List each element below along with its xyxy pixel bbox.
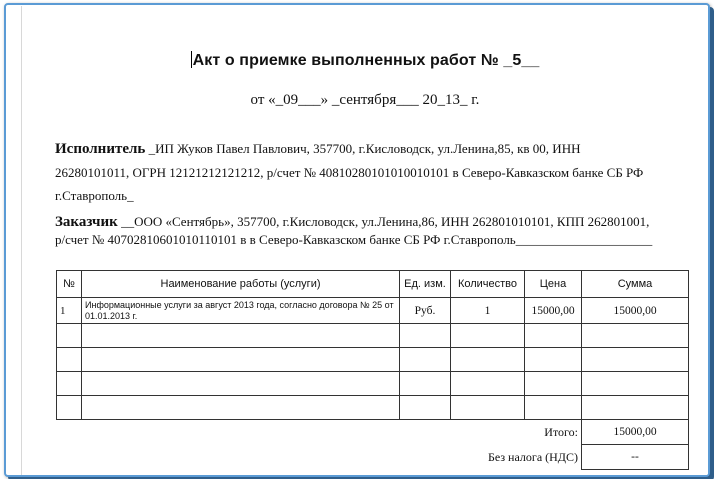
table-row-empty	[57, 372, 689, 396]
table-row-empty	[57, 348, 689, 372]
text-cursor	[191, 51, 192, 68]
works-table	[56, 270, 689, 470]
executor-line-3: г.Ставрополь_	[55, 188, 134, 203]
total-label: Итого:	[544, 424, 578, 439]
document-frame	[4, 3, 710, 477]
table-row-empty	[57, 324, 689, 348]
header-unit: Ед. изм.	[400, 271, 451, 298]
table-row-empty	[57, 396, 689, 420]
document-title: Акт о приемке выполненных работ № _5__	[192, 52, 540, 69]
executor-line-1: _ИП Жуков Павел Павлович, 357700, г.Кисловодск, ул.Ленина,85, кв 00, ИНН	[148, 141, 581, 156]
customer-block	[55, 213, 695, 249]
row-number: 1	[57, 298, 82, 324]
header-price: Цена	[525, 271, 582, 298]
header-work-name: Наименование работы (услуги)	[82, 271, 400, 298]
vat-label: Без налога (НДС)	[487, 449, 578, 464]
customer-label: Заказчик	[55, 214, 118, 230]
customer-line-1: __ООО «Сентябрь», 357700, г.Кисловодск, ул.Ленина,86, ИНН 262801010101, КПП 262801001,	[121, 214, 650, 229]
row-work-name: Информационные услуги за август 2013 года, согласно договора № 25 от 01.01.2013 г.	[82, 298, 400, 324]
header-number: №	[57, 271, 82, 298]
document-page	[21, 6, 708, 475]
row-quantity: 1	[451, 298, 525, 324]
row-sum: 15000,00	[582, 298, 689, 324]
executor-label: Исполнитель	[55, 141, 146, 157]
header-sum: Сумма	[582, 271, 689, 298]
vat-value: --	[582, 445, 689, 470]
vat-row	[57, 445, 689, 470]
header-quantity: Количество	[451, 271, 525, 298]
executor-block	[55, 137, 695, 207]
document-date: от «_09___» _сентября___ 20_13_ г.	[250, 92, 480, 108]
customer-line-2: р/счет № 40702810601010110101 в в Северо-Кавказском банке СБ РФ г.Ставрополь_____________________	[55, 232, 653, 247]
executor-line-2: 26280101011, ОГРН 12121212121212, р/счет № 40810280101010010101 в Северо-Кавказском банке СБ РФ	[55, 165, 644, 180]
total-row	[57, 420, 689, 445]
table-header-row	[57, 271, 689, 298]
total-value: 15000,00	[582, 420, 689, 445]
row-price: 15000,00	[525, 298, 582, 324]
table-row	[57, 298, 689, 324]
row-unit: Руб.	[400, 298, 451, 324]
